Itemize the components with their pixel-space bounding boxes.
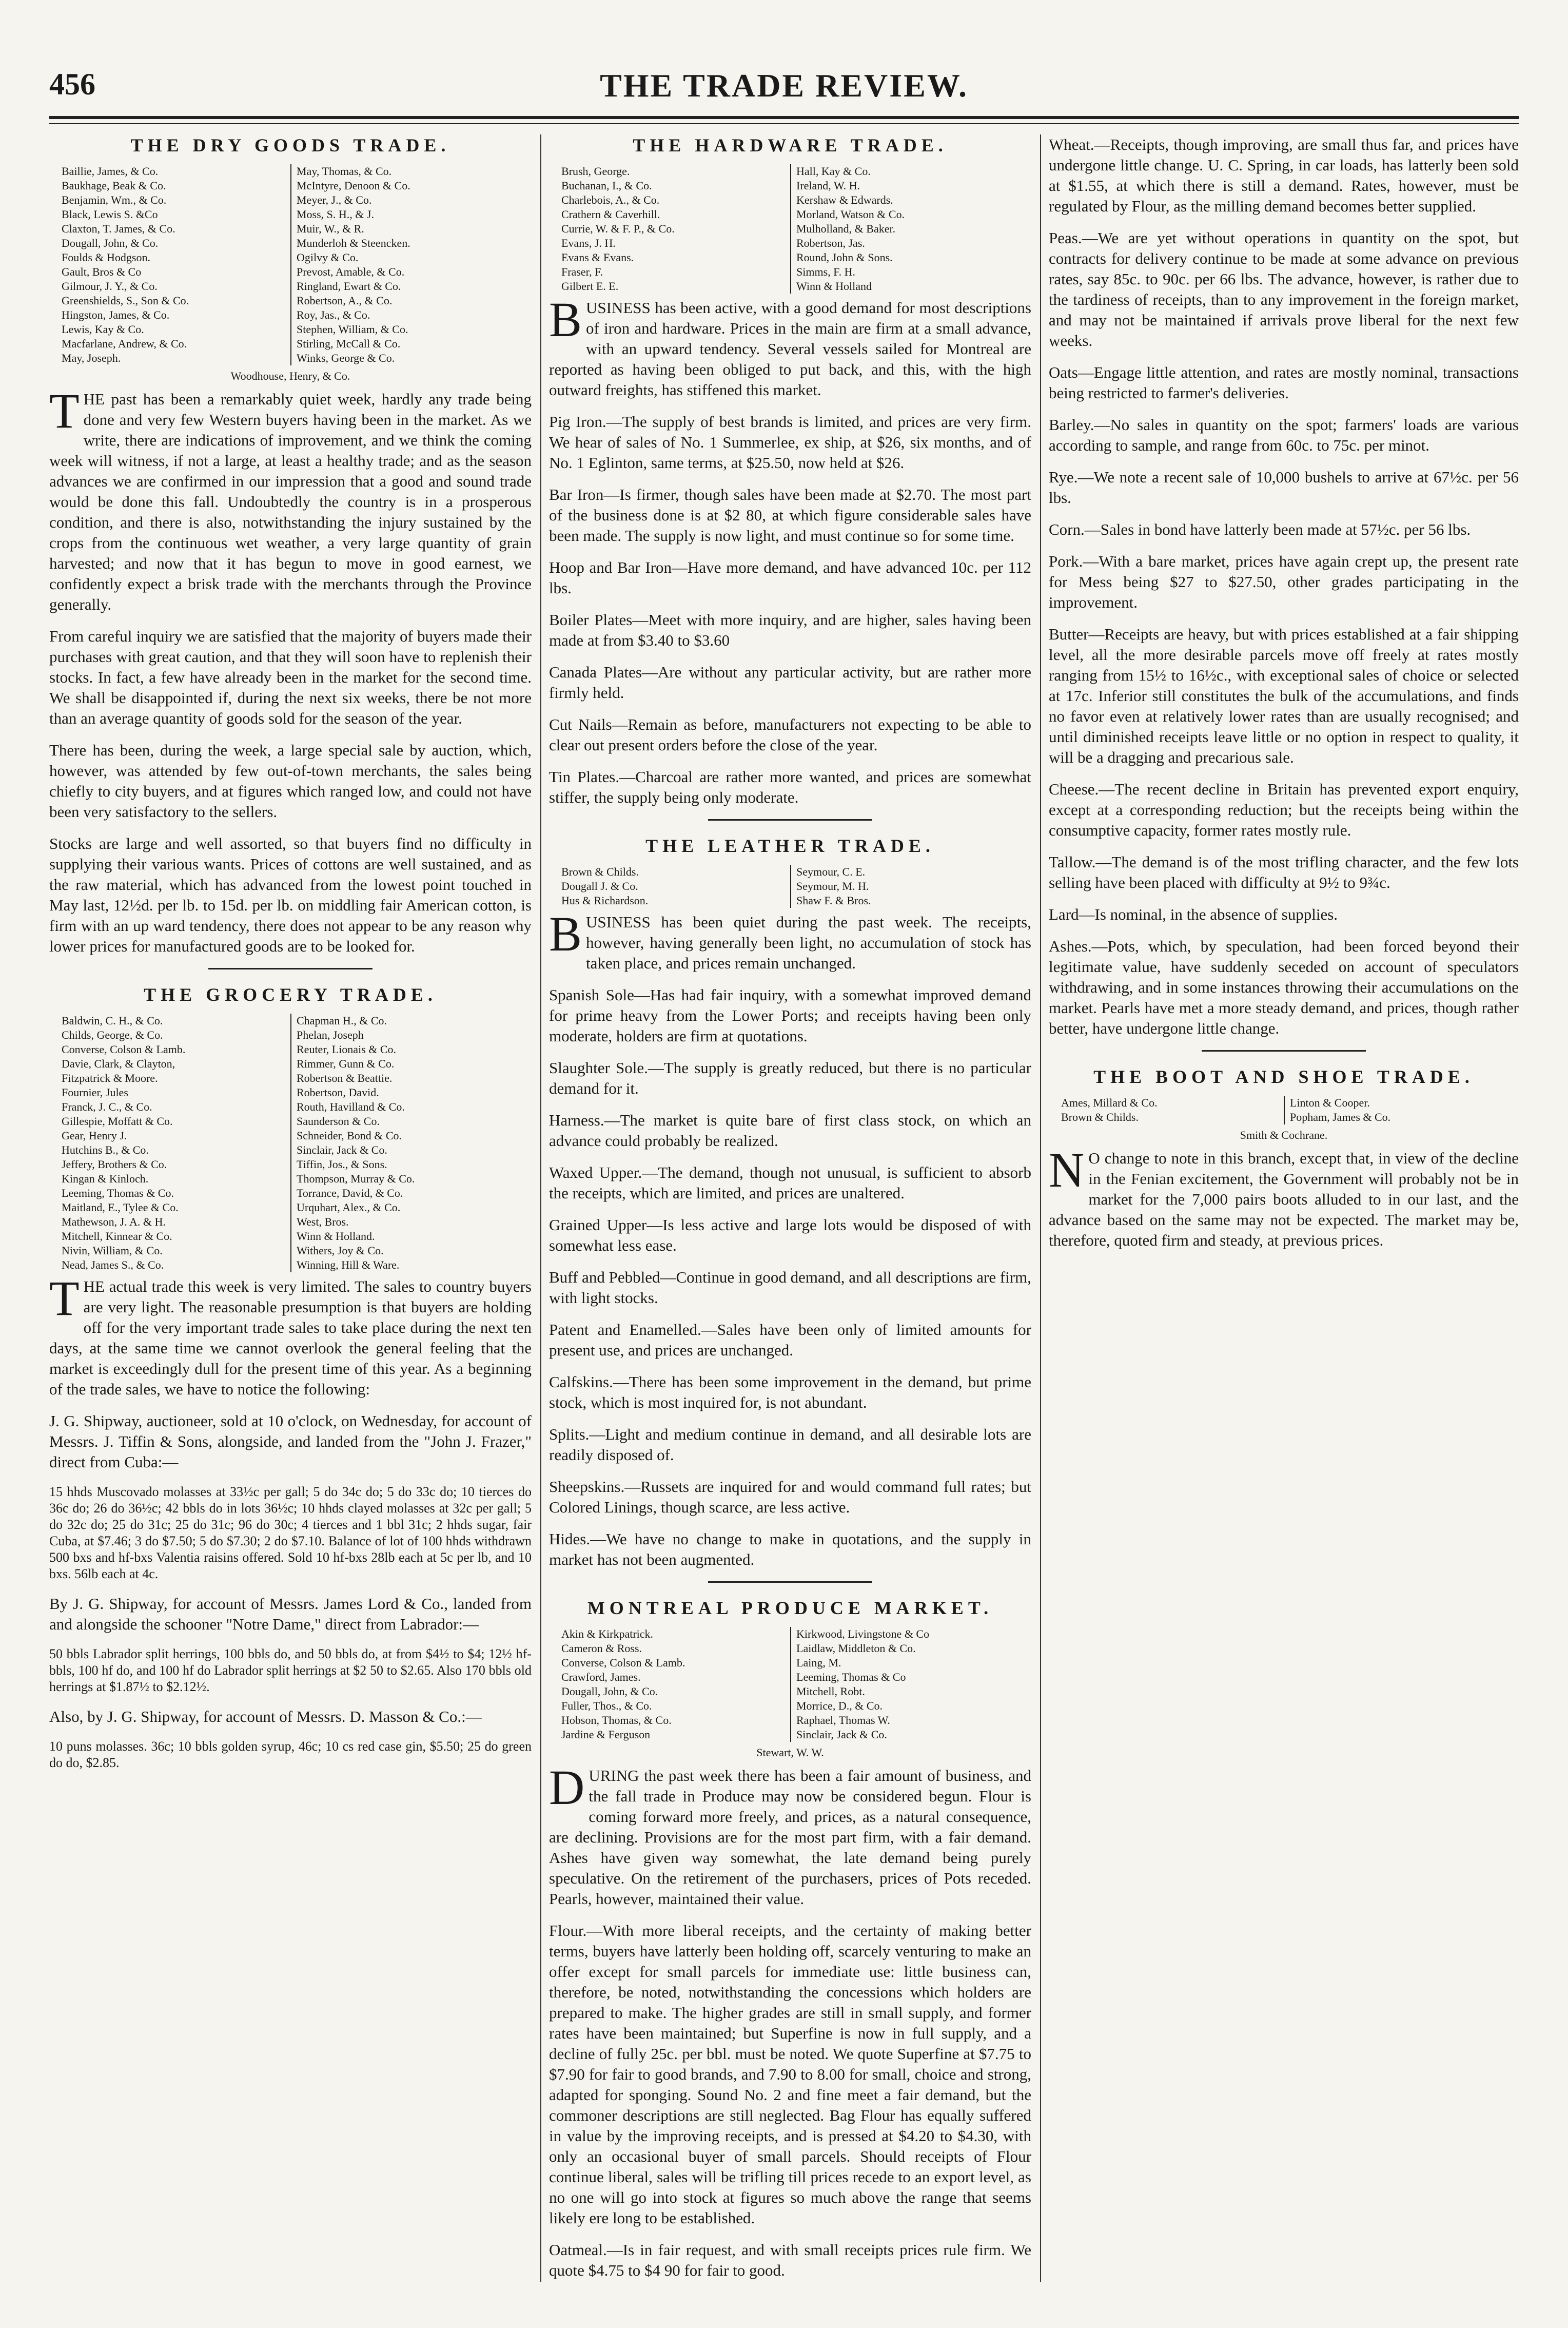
firm-list-right xyxy=(790,865,1019,908)
firm-name: Robertson & Beattie. xyxy=(297,1072,393,1084)
firm-name: Charlebois, A., & Co. xyxy=(561,193,660,206)
firm-list xyxy=(62,164,519,365)
firm-name: Jardine & Ferguson xyxy=(561,1728,651,1741)
firm-name: McIntyre, Denoon & Co. xyxy=(297,179,410,192)
leather-section xyxy=(549,835,1031,1570)
firm-name: Hutchins B., & Co. xyxy=(62,1143,149,1156)
firm-name: Macfarlane, Andrew, & Co. xyxy=(62,337,187,350)
article-paragraph: By J. G. Shipway, for account of Messrs. James Lord & Co., landed from and alongside the schooner "Notre Dame," direct from Labrador:— xyxy=(49,1595,532,1633)
article-paragraph: From careful inquiry we are satisfied that the majority of buyers made their purchases with great caution, and that they will soon have to replenish their stocks. In fact, a few have already been in the market for the second time. We shall be disappointed if, during the next six weeks, there be not more than an average quantity of goods sold for the season of the year. xyxy=(49,627,532,727)
firm-name: Robertson, David. xyxy=(297,1086,379,1099)
article-paragraph: Calfskins.—There has been some improvement in the demand, but prime stock, which is most inquired for, is not abundant. xyxy=(549,1373,1031,1411)
firm-name: West, Bros. xyxy=(297,1215,349,1228)
firm-name: Claxton, T. James, & Co. xyxy=(62,222,175,235)
article-paragraph: Sheepskins.—Russets are inquired for and would command full rates; but Colored Linings, though scarce, are less active. xyxy=(549,1478,1031,1516)
article-paragraph: BUSINESS has been active, with a good demand for most descriptions of iron and hardware. Prices in the main are firm at a small advance, with an upward tendency. Several vessels sailed for Montreal are reported as having been obliged to put back, and this, with the high outward freights, has stiffened this market. xyxy=(549,292,1031,399)
firm-name: Schneider, Bond & Co. xyxy=(297,1129,402,1142)
article-body xyxy=(549,906,1031,1570)
firm-name: Jeffery, Brothers & Co. xyxy=(62,1158,167,1171)
section-heading: THE DRY GOODS TRADE. xyxy=(130,135,450,156)
firm-name: Nead, James S., & Co. xyxy=(62,1258,164,1271)
article-body-continued xyxy=(1049,134,1519,1039)
firm-name: Muir, W., & R. xyxy=(297,222,364,235)
firm-name: Stirling, McCall & Co. xyxy=(297,337,401,350)
firm-name: Baldwin, C. H., & Co. xyxy=(62,1014,163,1027)
hardware-section xyxy=(549,134,1031,808)
article-paragraph: Stocks are large and well assorted, so that buyers find no difficulty in supplying their various wants. Prices of cottons are well sustained, and as the raw material, which has advanced from the lowest point touched in May last, 12½d. per lb. to 15d. per lb. on middling fair American cotton, is firm with an up ward tendency, there does not appear to be any reason why lower prices for manufactured goods are to be looked for. xyxy=(49,835,532,955)
article-body xyxy=(49,1271,532,1771)
firm-name: Dougall J. & Co. xyxy=(561,880,638,893)
article-body xyxy=(1049,1142,1519,1251)
firm-name: Winning, Hill & Ware. xyxy=(297,1258,400,1271)
article-paragraph: Corn.—Sales in bond have latterly been made at 57½c. per 56 lbs. xyxy=(1049,520,1471,538)
article-paragraph: Waxed Upper.—The demand, though not unusual, is sufficient to absorb the receipts, which are limited, and prices are unaltered. xyxy=(549,1163,1031,1202)
firm-name: Saunderson & Co. xyxy=(297,1115,380,1128)
firm-name: Brown & Childs. xyxy=(1061,1111,1139,1123)
firm-name: Moss, S. H., & J. xyxy=(297,208,374,221)
firm-name: Simms, F. H. xyxy=(796,265,855,278)
firm-list-right xyxy=(290,1014,519,1272)
firm-name: Reuter, Lionais & Co. xyxy=(297,1043,397,1056)
firm-name: Mathewson, J. A. & H. xyxy=(62,1215,166,1228)
section-divider xyxy=(708,819,872,821)
section-heading: THE BOOT AND SHOE TRADE. xyxy=(1093,1066,1474,1087)
article-body xyxy=(549,1760,1031,2281)
firm-name: Fitzpatrick & Moore. xyxy=(62,1072,158,1084)
firm-name: Crawford, James. xyxy=(561,1671,641,1683)
column-1 xyxy=(49,134,532,2282)
page-number: 456 xyxy=(49,67,95,101)
column-divider xyxy=(1040,134,1041,2282)
firm-list-left xyxy=(1061,1096,1284,1124)
firm-name: Round, John & Sons. xyxy=(796,251,893,264)
column-2 xyxy=(549,134,1031,2282)
masthead xyxy=(49,56,1519,113)
firm-list-extra: Woodhouse, Henry, & Co. xyxy=(230,370,350,382)
firm-name: Brown & Childs. xyxy=(561,865,639,878)
firm-name: Converse, Colson & Lamb. xyxy=(62,1043,186,1056)
firm-name: May, Joseph. xyxy=(62,352,121,364)
firm-name: Thompson, Murray & Co. xyxy=(297,1172,415,1185)
article-paragraph: J. G. Shipway, auctioneer, sold at 10 o'clock, on Wednesday, for account of Messrs. J. Tiffin & Sons, alongside, and landed from the "John J. Frazer," direct from Cuba:— xyxy=(49,1412,532,1471)
header-rule-thin xyxy=(49,123,1519,124)
firm-name: Phelan, Joseph xyxy=(297,1029,364,1041)
firm-name: Black, Lewis S. &Co xyxy=(62,208,158,221)
firm-name: Roy, Jas., & Co. xyxy=(297,308,370,321)
article-paragraph: Pork.—With a bare market, prices have again crept up, the present rate for Mess being $27 to $27.50, other grades participating in the improvement. xyxy=(1049,552,1519,611)
header-rule xyxy=(49,116,1519,119)
article-paragraph: DURING the past week there has been a fair amount of business, and the fall trade in Produce may now be considered begun. Flour is coming forward more freely, and prices, as a natural consequence, are declining. Provisions are for the most part firm, with a fair demand. Ashes have given way somewhat, the late demand being purely speculative. On the retirement of the purchasers, prices of Pots receded. Pearls, however, maintained their value. xyxy=(549,1760,1031,1908)
firm-name: Ames, Millard & Co. xyxy=(1061,1096,1158,1109)
firm-name: Gilbert E. E. xyxy=(561,280,619,293)
article-paragraph: BUSINESS has been quiet during the past week. The receipts, however, having generally been light, no accumulation of stock has taken place, and prices remain unchanged. xyxy=(549,906,1031,972)
firm-name: Mitchell, Robt. xyxy=(796,1685,865,1698)
firm-name: Benjamin, Wm., & Co. xyxy=(62,193,167,206)
article-paragraph: Cheese.—The recent decline in Britain has prevented export enquiry, except at a corresponding reduction; but the receipts being within the consumptive capacity, former rates mostly rule. xyxy=(1049,780,1519,839)
article-paragraph: Spanish Sole—Has had fair inquiry, with a somewhat improved demand for prime heavy from the Lower Ports; and receipts having been only moderate, holders are firm at quotations. xyxy=(549,986,1031,1045)
article-body xyxy=(549,292,1031,808)
firm-name: Routh, Havilland & Co. xyxy=(297,1100,405,1113)
firm-list xyxy=(62,1014,519,1272)
firm-name: Baukhage, Beak & Co. xyxy=(62,179,166,192)
firm-name: Kingan & Kinloch. xyxy=(62,1172,149,1185)
firm-name: Morland, Watson & Co. xyxy=(796,208,905,221)
article-paragraph: Canada Plates—Are without any particular activity, but are rather more firmly held. xyxy=(549,663,1031,702)
column-divider xyxy=(540,134,541,2282)
firm-name: Currie, W. & F. P., & Co. xyxy=(561,222,675,235)
article-paragraph: Tin Plates.—Charcoal are rather more wanted, and prices are somewhat stiffer, the supply being only moderate. xyxy=(549,768,1031,806)
firm-name: Dougall, John, & Co. xyxy=(62,237,159,249)
produce-section xyxy=(549,1597,1031,2281)
firm-name: Ogilvy & Co. xyxy=(297,251,359,264)
article-paragraph: There has been, during the week, a large special sale by auction, which, however, was attended by few out-of-town merchants, the sales being chiefly to city buyers, and at figures which ranged low, and could not have been very satisfactory to the sellers. xyxy=(49,741,532,821)
firm-list-left xyxy=(62,164,290,365)
firm-name: Evans, J. H. xyxy=(561,237,616,249)
firm-name: Hall, Kay & Co. xyxy=(796,165,871,178)
boot-shoe-section xyxy=(1049,1066,1519,1251)
firm-name: Tiffin, Jos., & Sons. xyxy=(297,1158,387,1171)
firm-name: Stephen, William, & Co. xyxy=(297,323,408,336)
article-paragraph: Hides.—We have no change to make in quotations, and the supply in market has not been augmented. xyxy=(549,1530,1031,1568)
firm-name: Sinclair, Jack & Co. xyxy=(297,1143,387,1156)
dry-goods-section xyxy=(49,134,532,957)
article-paragraph: 15 hhds Muscovado molasses at 33½c per gall; 5 do 34c do; 5 do 33c do; 10 tierces do 36c do; 26 do 36½c; 42 bbls do in lots 36½c; 10 hhds clayed molasses at 32c per gall; 5 do 32c do; 25 do 31c; 25 do 31c; 96 do 30c; 4 tierces and 1 bbl 31c; 2 hhds sugar, fair Cuba, at $7.46; 3 do $7.50; 5 do $7.30; 2 do $7.10. Balance of lot of 100 hhds withdrawn 500 bxs and hf-bxs Valentia raisins offered. Sold 10 hf-bxs 28lb each at 5c per lb, and 10 bxs. 56lb each at 4c. xyxy=(49,1484,532,1581)
article-paragraph: THE past has been a remarkably quiet week, hardly any trade being done and very few Western buyers having been in the market. As we write, there are indications of improvement, and we think the coming week will witness, if not a large, at least a healthy trade; and as the season advances we are confirmed in our impression that a good and sound trade would be done this fall. Undoubtedly the country is in a prosperous condition, and there is also, notwithstanding the injury sustained by the crops from the continuous wet weather, a very large quantity of grain harvested; and now that it has begun to move in good earnest, we confidently expect a brisk trade with the merchants through the Province generally. xyxy=(49,383,532,613)
section-divider xyxy=(708,1581,872,1583)
firm-name: Franck, J. C., & Co. xyxy=(62,1100,152,1113)
firm-name: Ireland, W. H. xyxy=(796,179,860,192)
article-paragraph: Butter—Receipts are heavy, but with prices established at a fair shipping level, all the more desirable parcels move off freely at rates mostly ranging from 15½ to 16½c., with exceptional sales of choice or selected at 17c. Inferior still constitutes the bulk of the accumulations, and finds no favor even at relatively lower rates than are usually recognised; and until diminished receipts leave little or no option in respect to quality, it will be a dragging and precarious sale. xyxy=(1049,625,1519,766)
firm-name: Fournier, Jules xyxy=(62,1086,128,1099)
firm-name: Gilmour, J. Y., & Co. xyxy=(62,280,158,293)
article-paragraph: Rye.—We note a recent sale of 10,000 bushels to arrive at 67½c. per 56 lbs. xyxy=(1049,468,1519,507)
article-paragraph: Bar Iron—Is firmer, though sales have been made at $2.70. The most part of the business done is at $2 80, at which figure considerable sales have been made. The supply is now light, and must continue so for some time. xyxy=(549,486,1031,545)
firm-name: Childs, George, & Co. xyxy=(62,1029,163,1041)
firm-list xyxy=(561,164,1019,294)
article-paragraph: Lard—Is nominal, in the absence of supplies. xyxy=(1049,905,1338,923)
firm-name: Winn & Holland. xyxy=(297,1230,375,1243)
firm-name: Morrice, D., & Co. xyxy=(796,1699,883,1712)
firm-list-right xyxy=(290,164,519,365)
article-paragraph: NO change to note in this branch, except that, in view of the decline in the Fenian excitement, the Government will probably not be in market for the 7,000 pairs boots alluded to in our last, and the advance based on the same may not be expected. The market may be, therefore, quoted firm and steady, at previous prices. xyxy=(1049,1142,1519,1249)
firm-name: Akin & Kirkpatrick. xyxy=(561,1627,654,1640)
firm-name: Robertson, A., & Co. xyxy=(297,294,393,307)
firm-name: Baillie, James, & Co. xyxy=(62,165,159,178)
firm-name: Foulds & Hodgson. xyxy=(62,251,150,264)
firm-name: Kershaw & Edwards. xyxy=(796,193,893,206)
article-paragraph: Barley.—No sales in quantity on the spot; farmers' loads are various according to sample, and range from 60c. to 75c. per minot. xyxy=(1049,416,1519,454)
article-paragraph: Wheat.—Receipts, though improving, are small thus far, and prices have undergone little change. U. C. Spring, in car loads, has latterly been sold at $1.55, at which there is still a demand. Rates, however, must be regulated by Flour, as the milling demand becomes better supplied. xyxy=(1049,135,1519,215)
firm-name: Fraser, F. xyxy=(561,265,603,278)
firm-list xyxy=(561,865,1019,908)
firm-name: Leeming, Thomas & Co. xyxy=(62,1187,174,1199)
article-paragraph: 10 puns molasses. 36c; 10 bbls golden syrup, 46c; 10 cs red case gin, $5.50; 25 do green do do, $2.85. xyxy=(49,1739,532,1770)
article-paragraph: Flour.—With more liberal receipts, and the certainty of making better terms, buyers have latterly been holding off, scarcely venturing to make an offer except for small parcels for immediate use: little business can, therefore, be noted, notwithstanding the concessions which holders are prepared to make. The higher grades are still in small supply, and former rates have been maintained; but Superfine is now in full supply, and a decline of fully 25c. per bbl. must be noted. We quote Superfine at $7.75 to $7.90 for fair to good brands, and 7.90 to 8.00 for small, choice and strong, adapted for sponging. Sound No. 2 and fine meet a fair demand, but the commoner descriptions are still neglected. Bag Flour has equally suffered in value by the improving receipts, and is pressed at $4.20 to $4.30, with only an occasional buyer of small parcels. Should receipts of Flour continue liberal, sales will be trifling till prices recede to an export level, as no one will go into stock at figures so much above the range that seems likely ere long to be established. xyxy=(549,1922,1031,2227)
firm-name: Shaw F. & Bros. xyxy=(796,894,871,907)
firm-name: Raphael, Thomas W. xyxy=(796,1714,890,1726)
firm-list-left xyxy=(62,1014,290,1272)
firm-name: Lewis, Kay & Co. xyxy=(62,323,144,336)
article-paragraph: Oatmeal.—Is in fair request, and with small receipts prices rule firm. We quote $4.75 to $4 90 for fair to good. xyxy=(549,2241,1031,2279)
firm-name: Munderloh & Steencken. xyxy=(297,237,410,249)
firm-name: Gear, Henry J. xyxy=(62,1129,127,1142)
article-paragraph: Tallow.—The demand is of the most trifling character, and the few lots selling have been placed with difficulty at 9½ to 9¾c. xyxy=(1049,853,1519,891)
firm-list-extra: Smith & Cochrane. xyxy=(1240,1129,1328,1141)
article-paragraph: Cut Nails—Remain as before, manufacturers not expecting to be able to clear out present orders before the close of the year. xyxy=(549,715,1031,754)
section-heading: THE GROCERY TRADE. xyxy=(144,984,437,1005)
firm-list-left xyxy=(561,164,790,294)
column-3 xyxy=(1049,134,1519,2282)
firm-name: Laidlaw, Middleton & Co. xyxy=(796,1642,916,1655)
firm-name: Fuller, Thos., & Co. xyxy=(561,1699,652,1712)
section-heading: THE HARDWARE TRADE. xyxy=(633,135,948,156)
firm-name: Ringland, Ewart & Co. xyxy=(297,280,401,293)
firm-name: Robertson, Jas. xyxy=(796,237,865,249)
firm-name: Brush, George. xyxy=(561,165,630,178)
firm-name: Chapman H., & Co. xyxy=(297,1014,387,1027)
firm-name: Nivin, William, & Co. xyxy=(62,1244,163,1257)
grocery-section xyxy=(49,984,532,1771)
article-paragraph: THE actual trade this week is very limited. The sales to country buyers are very light. The reasonable presumption is that buyers are holding off for the very important trade sales to take place during the next ten days, at the same time we cannot overlook the general feeling that the market is exceedingly dull for the present time of this year. As a beginning of the trade sales, we have to notice the following: xyxy=(49,1271,532,1398)
firm-name: Cameron & Ross. xyxy=(561,1642,642,1655)
firm-name: Winn & Holland xyxy=(796,280,872,293)
firm-name: Hus & Richardson. xyxy=(561,894,649,907)
firm-name: Gillespie, Moffatt & Co. xyxy=(62,1115,173,1128)
firm-list-left xyxy=(561,865,790,908)
article-body xyxy=(49,383,532,957)
firm-list-right xyxy=(790,1627,1019,1742)
article-paragraph: Also, by J. G. Shipway, for account of Messrs. D. Masson & Co.:— xyxy=(49,1708,482,1725)
firm-list xyxy=(561,1627,1019,1742)
firm-name: May, Thomas, & Co. xyxy=(297,165,392,178)
firm-name: Winks, George & Co. xyxy=(297,352,395,364)
firm-name: Urquhart, Alex., & Co. xyxy=(297,1201,401,1214)
article-paragraph: Peas.—We are yet without operations in quantity on the spot, but contracts for delivery continue to be made at some advance on previous rates, say 85c. to 90c. per 66 lbs. The advance, however, is rather due to the tardiness of receipts, than to any improvement in the foreign market, and may not be maintained if arrivals prove liberal for the next few weeks. xyxy=(1049,229,1519,350)
firm-name: Converse, Colson & Lamb. xyxy=(561,1656,685,1669)
article-paragraph: Splits.—Light and medium continue in demand, and all desirable lots are readily disposed of. xyxy=(549,1425,1031,1464)
section-heading: MONTREAL PRODUCE MARKET. xyxy=(587,1598,993,1618)
firm-name: Davie, Clark, & Clayton, xyxy=(62,1057,175,1070)
article-paragraph: Buff and Pebbled—Continue in good demand, and all descriptions are firm, with light stocks. xyxy=(549,1268,1031,1307)
firm-name: Gault, Bros & Co xyxy=(62,265,142,278)
article-paragraph: Patent and Enamelled.—Sales have been only of limited amounts for present use, and prices are unchanged. xyxy=(549,1321,1031,1359)
firm-name: Rimmer, Gunn & Co. xyxy=(297,1057,395,1070)
firm-name: Leeming, Thomas & Co xyxy=(796,1671,906,1683)
firm-name: Maitland, E., Tylee & Co. xyxy=(62,1201,179,1214)
firm-name: Hobson, Thomas, & Co. xyxy=(561,1714,672,1726)
article-paragraph: Slaughter Sole.—The supply is greatly reduced, but there is no particular demand for it. xyxy=(549,1059,1031,1097)
article-paragraph: 50 bbls Labrador split herrings, 100 bbls do, and 50 bbls do, at from $4½ to $4; 12½ hf-bbls, 100 hf do, and 100 hf do Labrador split herrings at $2 50 to $2.65. Also 170 bbls old herrings at $1.87½ to $2.12½. xyxy=(49,1646,532,1694)
firm-list-extra: Stewart, W. W. xyxy=(756,1746,824,1759)
section-heading: THE LEATHER TRADE. xyxy=(645,836,935,856)
firm-list-right xyxy=(790,164,1019,294)
firm-name: Meyer, J., & Co. xyxy=(297,193,372,206)
section-divider xyxy=(208,968,373,969)
article-paragraph: Hoop and Bar Iron—Have more demand, and have advanced 10c. per 112 lbs. xyxy=(549,558,1031,597)
firm-name: Torrance, David, & Co. xyxy=(297,1187,403,1199)
firm-name: Withers, Joy & Co. xyxy=(297,1244,384,1257)
firm-name: Hingston, James, & Co. xyxy=(62,308,170,321)
firm-name: Sinclair, Jack & Co. xyxy=(796,1728,887,1741)
section-divider xyxy=(1202,1050,1366,1052)
article-paragraph: Boiler Plates—Meet with more inquiry, and are higher, sales having been made at from $3.40 to $3.60 xyxy=(549,611,1031,649)
firm-name: Prevost, Amable, & Co. xyxy=(297,265,405,278)
firm-name: Laing, M. xyxy=(796,1656,841,1669)
article-paragraph: Grained Upper—Is less active and large lots would be disposed of with somewhat less ease. xyxy=(549,1216,1031,1254)
firm-name: Crathern & Caverhill. xyxy=(561,208,660,221)
firm-name: Buchanan, I., & Co. xyxy=(561,179,652,192)
firm-name: Evans & Evans. xyxy=(561,251,634,264)
firm-name: Seymour, M. H. xyxy=(796,880,869,893)
firm-name: Dougall, John, & Co. xyxy=(561,1685,658,1698)
article-paragraph: Harness.—The market is quite bare of first class stock, on which an advance could probably be realized. xyxy=(549,1111,1031,1150)
firm-list-right xyxy=(1284,1096,1506,1124)
article-paragraph: Pig Iron.—The supply of best brands is limited, and prices are very firm. We hear of sales of No. 1 Summerlee, ex ship, at $26, six months, and of No. 1 Eglinton, same terms, at $25.50, now held at $26. xyxy=(549,413,1031,472)
firm-name: Linton & Cooper. xyxy=(1290,1096,1370,1109)
page-title: THE TRADE REVIEW. xyxy=(600,67,968,104)
article-paragraph: Ashes.—Pots, which, by speculation, had been forced beyond their legitimate value, have suddenly seceded on account of speculators withdrawing, and in some instances throwing their accumulations on the market. Pearls have met a more steady demand, and prices, though rather better, have undergone little change. xyxy=(1049,937,1519,1037)
firm-name: Mitchell, Kinnear & Co. xyxy=(62,1230,172,1243)
firm-name: Popham, James & Co. xyxy=(1290,1111,1391,1123)
firm-name: Greenshields, S., Son & Co. xyxy=(62,294,189,307)
firm-list xyxy=(1061,1096,1506,1124)
firm-name: Seymour, C. E. xyxy=(796,865,866,878)
firm-name: Mulholland, & Baker. xyxy=(796,222,896,235)
firm-list-left xyxy=(561,1627,790,1742)
firm-name: Kirkwood, Livingstone & Co xyxy=(796,1627,930,1640)
article-paragraph: Oats—Engage little attention, and rates are mostly nominal, transactions being restricted to farmer's deliveries. xyxy=(1049,363,1519,402)
